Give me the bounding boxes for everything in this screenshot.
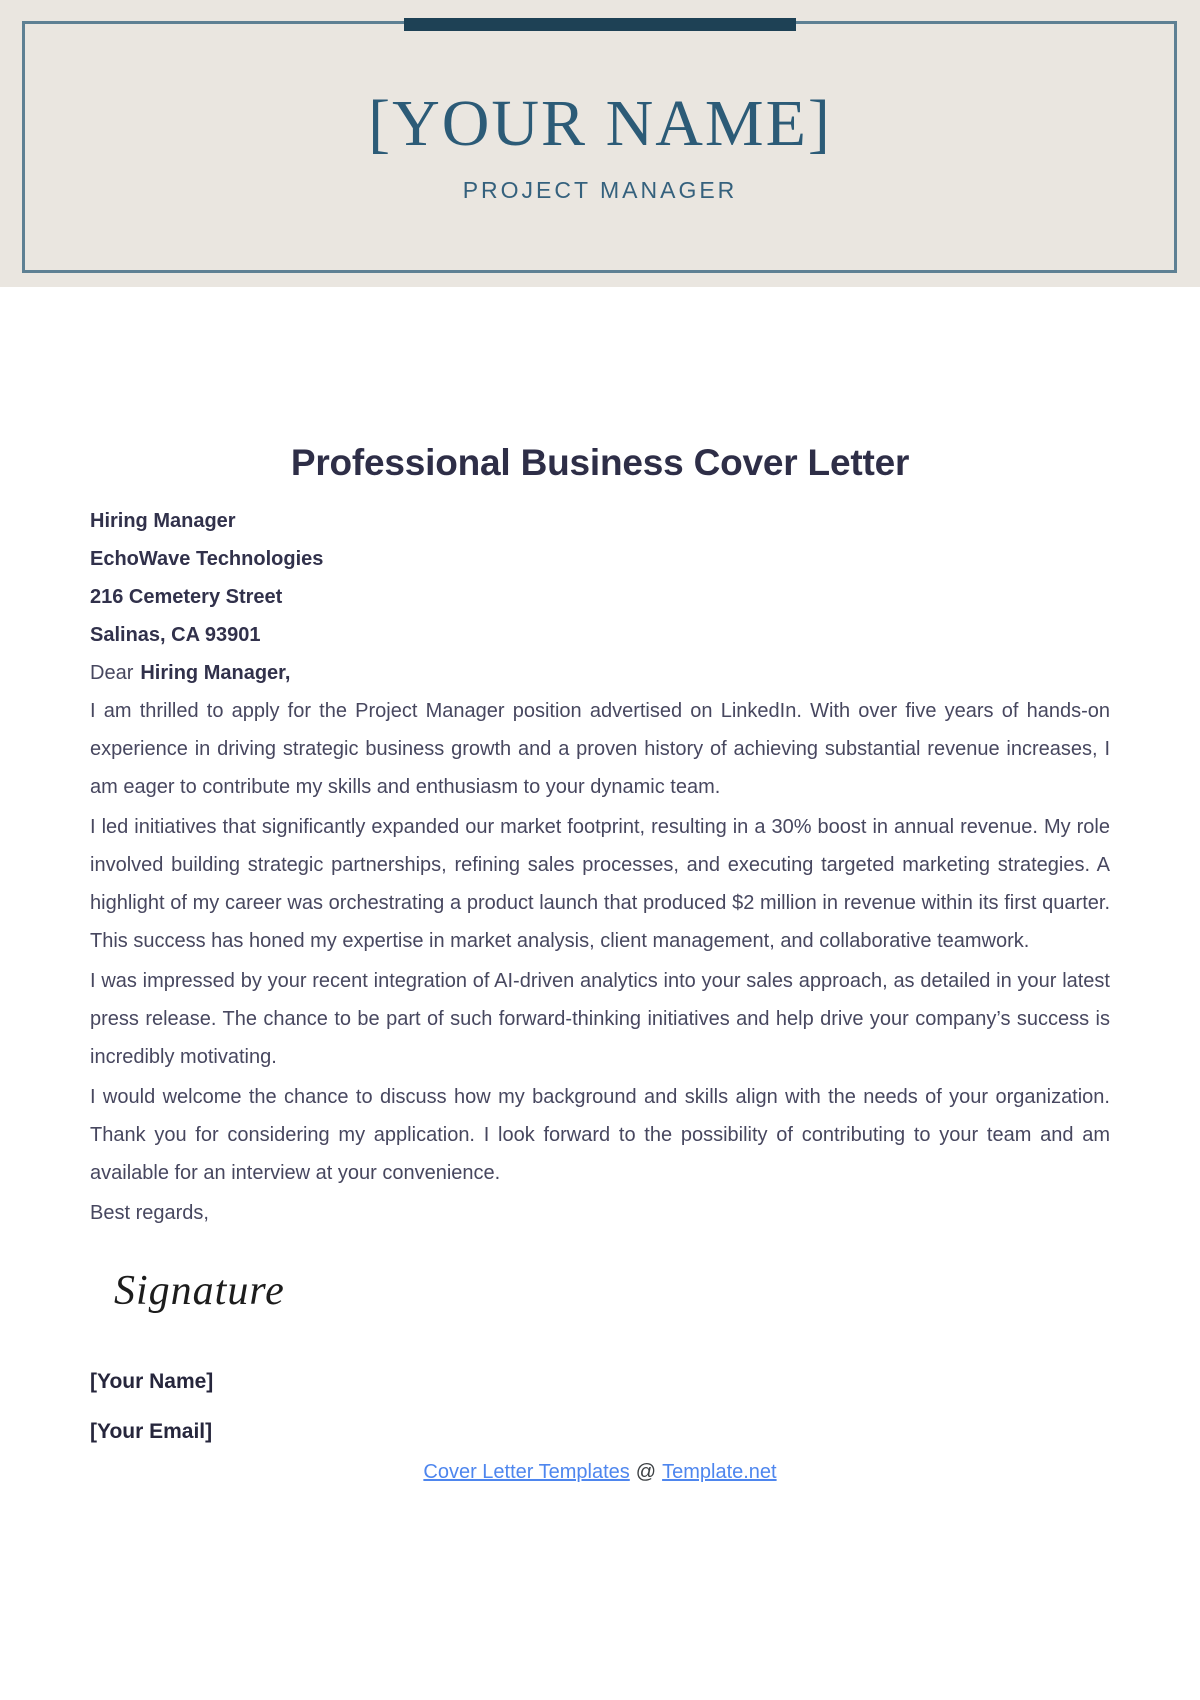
salutation-name: Hiring Manager, (140, 662, 291, 684)
signature-script: Signature (114, 1268, 285, 1314)
closing-line: Best regards, (90, 1202, 209, 1224)
letter-body (0, 287, 1200, 1484)
footer-link-cover-letter-templates[interactable]: Cover Letter Templates (423, 1461, 630, 1483)
recipient-line: Hiring Manager (90, 510, 236, 532)
recipient-line: Salinas, CA 93901 (90, 624, 261, 646)
body-paragraph: I am thrilled to apply for the Project Manager position advertised on LinkedIn. With over five years of hands-on experience in driving strategic business growth and a proven history of achieving substantial revenue increases, I am eager to contribute my skills and enthusiasm to your dynamic team. (90, 700, 1110, 798)
candidate-name: [YOUR NAME] (368, 87, 832, 160)
sender-email: [Your Email] (90, 1420, 213, 1443)
body-paragraph: I would welcome the chance to discuss how my background and skills align with the needs of your organization. Thank you for considering my application. I look forward to the possibility of contributing to your team and am available for an interview at your convenience. (90, 1086, 1110, 1184)
sender-name: [Your Name] (90, 1370, 214, 1393)
footer (90, 1460, 1110, 1484)
letterhead-frame (22, 21, 1177, 273)
recipient-line: EchoWave Technologies (90, 548, 324, 570)
body-paragraph: I was impressed by your recent integration of AI-driven analytics into your sales approach, as detailed in your latest press release. The chance to be part of such forward-thinking initiatives and help drive your company’s success is incredibly motivating. (90, 970, 1110, 1068)
candidate-role: PROJECT MANAGER (462, 176, 738, 203)
footer-link-template-net[interactable]: Template.net (662, 1461, 777, 1483)
letterhead (0, 0, 1200, 287)
recipient-block (90, 502, 1110, 654)
body-paragraph: I led initiatives that significantly expanded our market footprint, resulting in a 30% boost in annual revenue. My role involved building strategic partnerships, refining sales processes, and executing targeted marketing strategies. A highlight of my career was orchestrating a product launch that produced $2 million in revenue within its first quarter. This success has honed my expertise in market analysis, client management, and collaborative teamwork. (90, 816, 1110, 952)
salutation-prefix: Dear (90, 662, 134, 684)
at-separator: @ (635, 1461, 657, 1483)
page-title: Professional Business Cover Letter (290, 442, 910, 483)
salutation (90, 654, 1110, 692)
top-accent-bar (404, 18, 796, 31)
recipient-line: 216 Cemetery Street (90, 586, 283, 608)
